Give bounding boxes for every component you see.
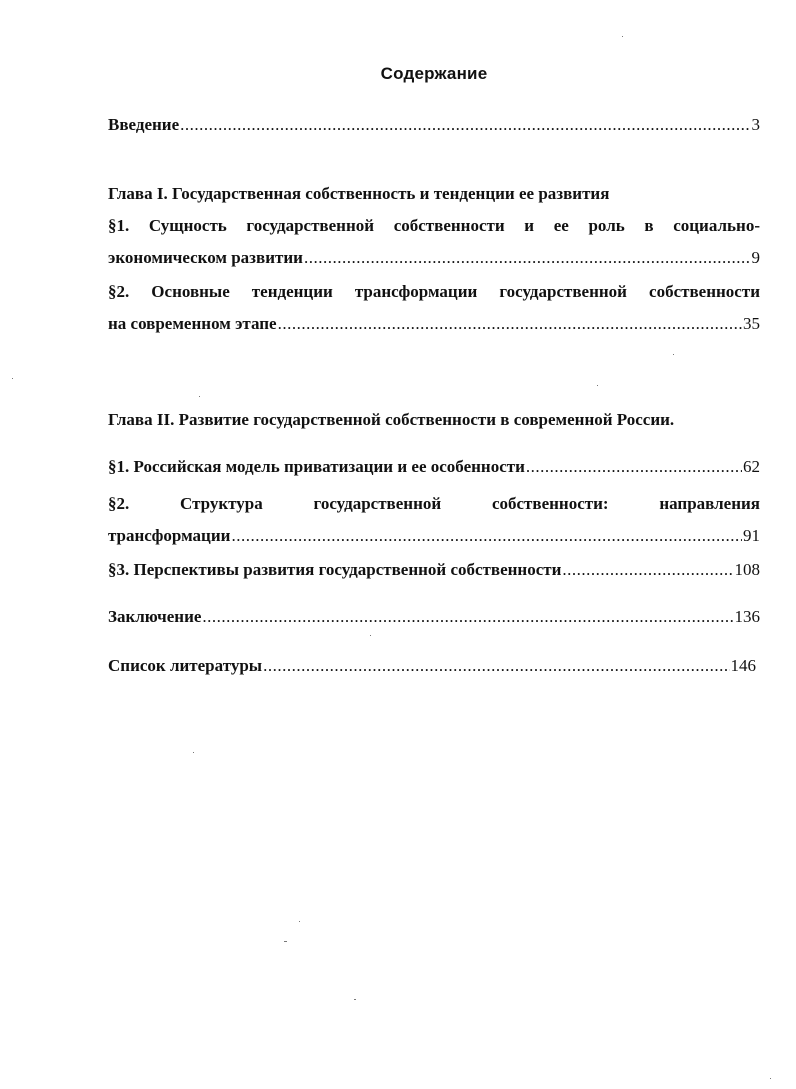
scan-speck [673, 354, 674, 355]
scan-speck [284, 941, 287, 942]
toc-ch1-section1-line2 [108, 247, 760, 269]
dot-leader [263, 655, 729, 677]
toc-ch2-section1 [108, 456, 760, 478]
toc-page-number: 9 [751, 248, 760, 267]
scan-speck [770, 1078, 771, 1079]
toc-heading: Содержание [380, 64, 488, 83]
toc-ch1-section1-line1: §1. Сущность государственной собственности и ее роль в социально- [108, 216, 760, 235]
toc-page-number: 3 [751, 115, 760, 134]
dot-leader [278, 313, 742, 335]
toc-entry-introduction [108, 114, 760, 136]
toc-entry-label: §1. Российская модель приватизации и ее особенности [108, 457, 525, 476]
scan-speck [12, 378, 13, 379]
toc-entry-references [108, 655, 756, 677]
toc-entry-label: трансформации [108, 526, 231, 545]
dot-leader [231, 525, 742, 547]
dot-leader [562, 559, 733, 581]
toc-chapter-1-title: Глава I. Государственная собственность и тенденции ее развития [108, 184, 610, 203]
scan-speck [299, 921, 300, 922]
toc-entry-label: Введение [108, 115, 180, 134]
scan-speck [193, 752, 194, 753]
scan-speck [199, 396, 200, 397]
toc-ch1-section2-line2 [108, 313, 760, 335]
toc-ch2-section3 [108, 559, 760, 581]
toc-ch2-section2-line1: §2. Структура государственной собственности: направления [108, 494, 760, 513]
toc-entry-conclusion [108, 606, 760, 628]
dot-leader [526, 456, 742, 478]
toc-entry-label: Список литературы [108, 656, 263, 675]
toc-ch2-section2-line2 [108, 525, 760, 547]
toc-page-number: 108 [734, 560, 760, 579]
toc-page-number: 146 [730, 656, 756, 675]
toc-entry-label: §3. Перспективы развития государственной собственности [108, 560, 562, 579]
toc-page-number: 35 [743, 314, 760, 333]
scan-speck [354, 999, 356, 1000]
dot-leader [304, 247, 751, 269]
toc-page-number: 91 [743, 526, 760, 545]
toc-entry-label: экономическом развитии [108, 248, 303, 267]
scan-speck [622, 36, 623, 37]
dot-leader [180, 114, 750, 136]
toc-entry-label: Заключение [108, 607, 202, 626]
toc-page-number: 62 [743, 457, 760, 476]
toc-ch1-section2-line1: §2. Основные тенденции трансформации государственной собственности [108, 282, 760, 301]
toc-chapter-2-title: Глава II. Развитие государственной собственности в современной России. [108, 410, 675, 429]
dot-leader [202, 606, 733, 628]
scan-speck [597, 385, 598, 386]
toc-entry-label: на современном этапе [108, 314, 277, 333]
toc-page-number: 136 [734, 607, 760, 626]
scan-speck [370, 635, 371, 636]
